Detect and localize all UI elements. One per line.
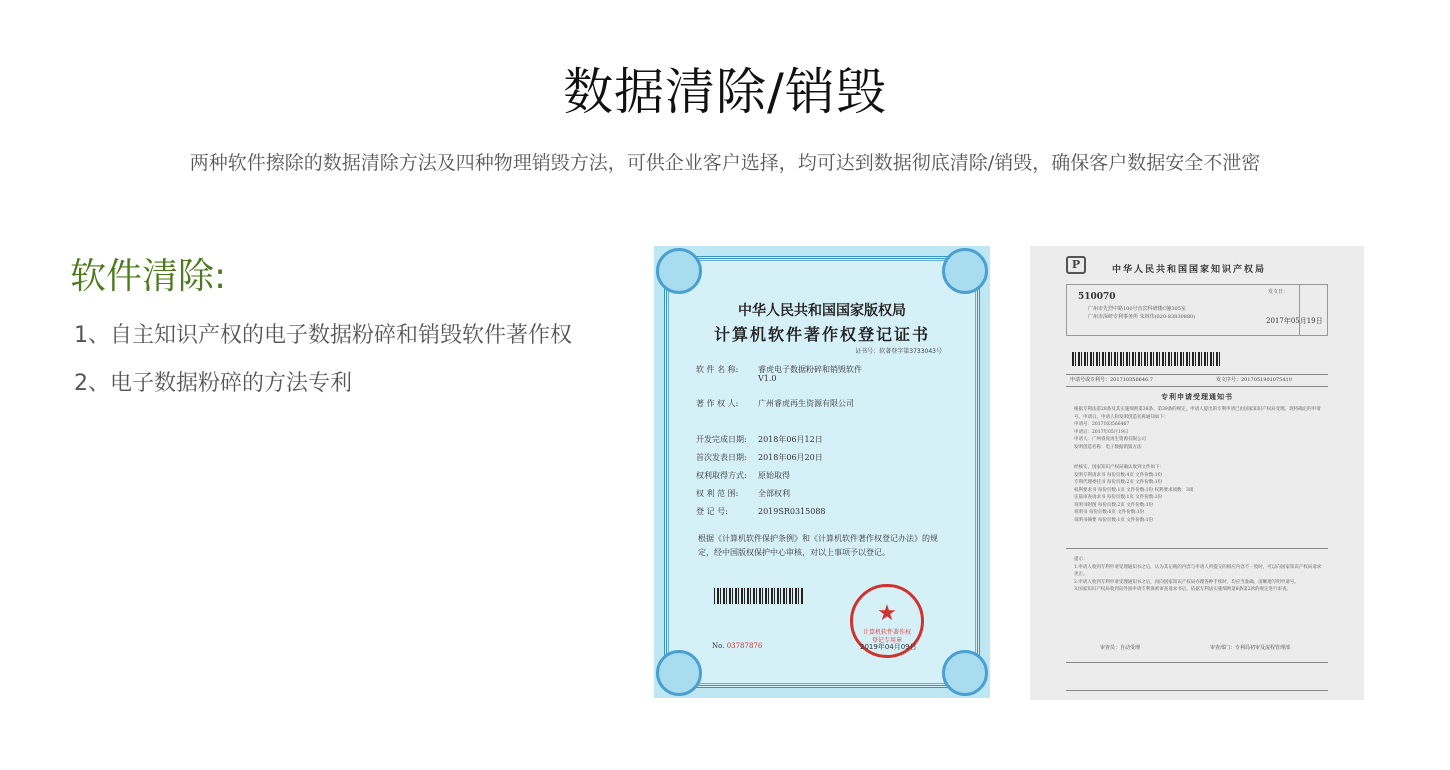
certificate-row bbox=[696, 434, 823, 445]
seal-text: 计算机软件著作权 登记专用章 bbox=[862, 629, 911, 644]
row-label: 登 记 号: bbox=[696, 507, 728, 516]
page-subtitle: 两种软件擦除的数据清除方法及四种物理销毁方法，可供企业客户选择，均可达到数据彻底清除/销毁，确保客户数据安全不泄密 bbox=[189, 152, 1261, 174]
certificate-issuer: 中华人民共和国国家版权局 bbox=[738, 303, 906, 319]
row-value: 2018年06月20日 bbox=[758, 453, 823, 462]
patent-notice-image bbox=[1030, 246, 1364, 700]
ornament-icon bbox=[656, 248, 702, 294]
divider bbox=[1066, 374, 1328, 375]
copyright-certificate-image bbox=[654, 246, 990, 698]
certificate-row bbox=[696, 470, 790, 481]
notice-body: 根据专利法第28条及其实施细则第38条、第39条的规定，申请人提出的专利申请已由国家知识产权局受理。现将确定的申请号、申请日、申请人和发明创造名称通知如下： 申请号：2017103566467 申请日：2017年05月19日 申请人：广州睿虎再生资源有限公司 发明创造名称：电子数据销毁方法 bbox=[1074, 407, 1321, 450]
sent-date-label: 发文日： bbox=[1268, 289, 1289, 295]
row-value: 原始取得 bbox=[758, 471, 790, 480]
notice-heading: 专利申请受理通知书 bbox=[1161, 392, 1233, 401]
divider bbox=[1066, 690, 1328, 691]
certificate-row bbox=[696, 506, 826, 517]
recipient-address: 广州市先烈中路100号直宾科研楼C幢305室 广州市深研专利事务所 朱林伟(020-83830880) bbox=[1088, 306, 1196, 320]
serial-label: No. bbox=[712, 642, 725, 650]
divider bbox=[1066, 548, 1328, 549]
ornament-icon bbox=[942, 650, 988, 696]
certificate-issue-date: 2019年04月09日 bbox=[860, 643, 917, 651]
certificate-row bbox=[696, 452, 823, 463]
row-value: 2018年06月12日 bbox=[758, 435, 823, 444]
list-item: 2、电子数据粉碎的方法专利 bbox=[74, 371, 352, 396]
star-icon: ★ bbox=[877, 601, 897, 626]
certificate-row bbox=[696, 398, 854, 409]
certificate-title: 计算机软件著作权登记证书 bbox=[713, 325, 930, 344]
application-number: 申请号或专利号：201710356646.7 bbox=[1070, 377, 1153, 383]
list-item: 1、自主知识产权的电子数据粉碎和销毁软件著作权 bbox=[74, 323, 572, 348]
sent-date: 2017年05月19日 bbox=[1266, 317, 1323, 325]
certificate-row bbox=[696, 488, 790, 499]
certificate-serial bbox=[712, 642, 762, 650]
barcode-icon bbox=[1072, 352, 1222, 366]
certificate-row bbox=[696, 374, 777, 383]
postal-code: 510070 bbox=[1078, 292, 1116, 302]
notice-notes: 提示： 1.申请人收到专利申请受理通知书之后，认为其记载的内容与申请人所提交的相应内容不一致时，可以向国家知识产权局请求更正。 2.申请人收到专利申请受理通知书之后，再向国家知识产权局办理各种手续时，均应当准确、清晰地写明申请号。 3.国家知识产权局收到向外国申请专利保密审查请求书后，依据专利法实施细则第8条第2款的规定进行审查。 bbox=[1074, 557, 1322, 592]
row-label: 著 作 权 人: bbox=[696, 399, 739, 408]
notice-office: 中华人民共和国国家知识产权局 bbox=[1112, 265, 1267, 275]
serial-value: 03787876 bbox=[726, 642, 763, 650]
row-label: 开发完成日期: bbox=[696, 435, 747, 444]
ornament-icon bbox=[656, 650, 702, 696]
row-label: 首次发表日期: bbox=[696, 453, 747, 462]
examination-dept: 审查部门：专利局初审及流程管理部 bbox=[1210, 645, 1291, 651]
cnipa-logo-icon: P bbox=[1066, 256, 1086, 274]
barcode-icon bbox=[714, 588, 804, 604]
notice-file-list: 经核实，国家知识产权局确认收到文件如下： 发明专利请求书 每份页数:4页 文件份数:1份 专利代理委托书 每份页数:2页 文件份数:1份 权利要求书 每份页数:1页 文件份数:1份 权利要求项数：3项 实质审查请求书 每份页数:1页 文件份数:1份 说明书附图 每份页数:2页 文件份数:1份 说明书 每份页数:6页 文件份数:1份 说明书摘要 每份页数:1页 文件份数:1份 bbox=[1074, 465, 1194, 523]
row-value: 广州睿虎再生资源有限公司 bbox=[758, 399, 854, 408]
row-value: 全部权利 bbox=[758, 489, 790, 498]
page-title: 数据清除/销毁 bbox=[563, 63, 887, 121]
row-value: 2019SR0315088 bbox=[758, 507, 826, 516]
row-value: V1.0 bbox=[758, 374, 777, 383]
row-label: 权利取得方式: bbox=[696, 471, 747, 480]
row-label: 权 利 范 围: bbox=[696, 489, 739, 498]
divider bbox=[1066, 662, 1328, 663]
row-label: 软 件 名 称: bbox=[696, 365, 739, 374]
ornament-icon bbox=[942, 248, 988, 294]
row-value: 睿虎电子数据粉碎和销毁软件 bbox=[758, 365, 862, 374]
sent-serial: 发文序号：2017051901075410 bbox=[1216, 377, 1292, 383]
section-heading: 软件清除: bbox=[70, 256, 227, 297]
divider bbox=[1299, 285, 1300, 335]
certificate-footer-text: 根据《计算机软件保护条例》和《计算机软件著作权登记办法》的规定，经中国版权保护中心审核，对以上事项予以登记。 bbox=[698, 534, 938, 558]
examiner: 审查员：自动受理 bbox=[1100, 645, 1141, 651]
divider bbox=[1066, 386, 1328, 387]
certificate-number: 证书号：软著登字第3733043号 bbox=[855, 348, 942, 355]
